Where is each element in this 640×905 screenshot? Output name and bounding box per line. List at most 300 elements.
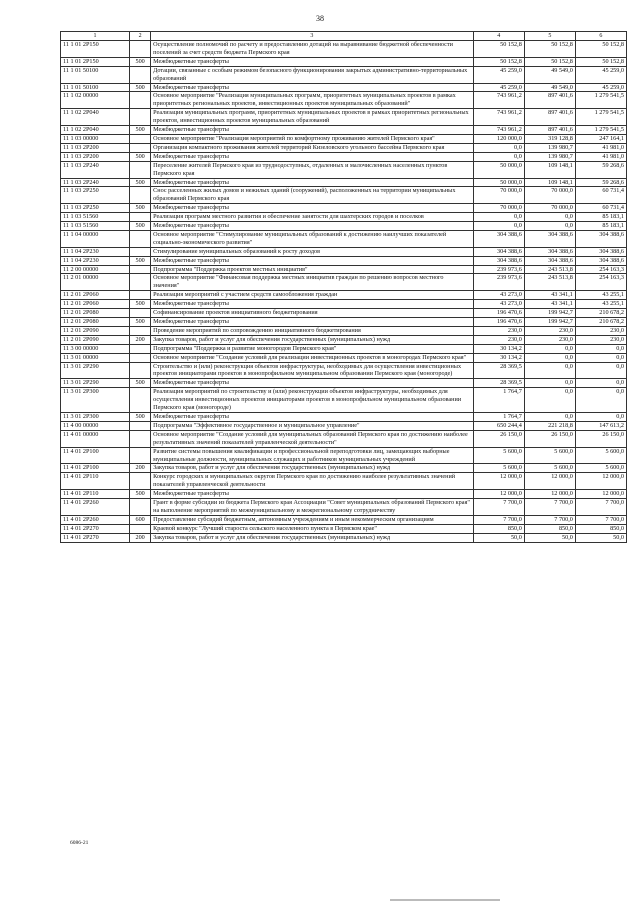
row-code: 11 1 03 2Р240 [61,161,130,178]
row-name: Межбюджетные трансферты [151,412,474,421]
row-value-2023: 897 401,6 [524,109,575,126]
row-vr [130,265,151,274]
table-row [61,524,627,533]
row-name: Реализация программ местного развития и обеспечение занятости для шахтерских городов и поселков [151,213,474,222]
row-value-2024: 85 183,1 [575,213,626,222]
row-code: 11 3 01 2Р300 [61,388,130,413]
page-number: 38 [316,14,324,23]
row-value-2024: 1 279 541,5 [575,109,626,126]
row-code: 11 4 01 2Р270 [61,524,130,533]
row-value-2024: 147 613,2 [575,421,626,430]
row-value-2024: 43 255,1 [575,291,626,300]
row-vr [130,109,151,126]
row-vr: 500 [130,490,151,499]
row-vr: 500 [130,300,151,309]
row-name: Стимулирование муниципальных образований к росту доходов [151,247,474,256]
row-name: Конкурс городских и муниципальных округов Пермского края по достижению наиболее результативных значений показателей управленческой деятельности [151,473,474,490]
table-row [61,92,627,109]
row-value-2023: 7 700,0 [524,515,575,524]
row-value-2023: 12 000,0 [524,490,575,499]
row-name: Проведение мероприятий по сопровождению инициативного бюджетирования [151,326,474,335]
row-vr: 500 [130,152,151,161]
row-value-2023: 304 388,6 [524,247,575,256]
row-value-2022: 12 000,0 [473,490,524,499]
table-row [61,291,627,300]
row-value-2022: 120 000,0 [473,134,524,143]
table-row [61,66,627,83]
table-row [61,309,627,318]
row-name: Межбюджетные трансферты [151,256,474,265]
row-name: Основное мероприятие "Финансовая поддержка местных инициатив граждан по решению вопросов местного значения" [151,274,474,291]
row-code: 11 3 01 00000 [61,353,130,362]
table-row [61,222,627,231]
table-row [61,379,627,388]
table-row [61,83,627,92]
row-value-2022: 0,0 [473,213,524,222]
row-value-2023: 5 600,0 [524,447,575,464]
row-value-2022: 743 961,2 [473,92,524,109]
row-value-2022: 1 764,7 [473,388,524,413]
row-name: Межбюджетные трансферты [151,222,474,231]
row-code: 11 1 03 2Р200 [61,143,130,152]
row-code: 11 3 01 2Р300 [61,412,130,421]
row-value-2024: 254 163,3 [575,274,626,291]
row-code: 11 2 01 2Р080 [61,309,130,318]
table-row [61,473,627,490]
table-row [61,388,627,413]
row-value-2022: 304 388,6 [473,256,524,265]
row-value-2023: 319 128,8 [524,134,575,143]
row-vr [130,134,151,143]
row-value-2022: 45 259,0 [473,66,524,83]
table-row [61,230,627,247]
row-name: Реализация муниципальных программ, приоритетных муниципальных проектов в рамках приоритетных региональных проектов, инвестиционных проектов муниципальных образований [151,109,474,126]
row-value-2024: 230,0 [575,335,626,344]
table-row [61,161,627,178]
row-value-2023: 850,0 [524,524,575,533]
table-row [61,265,627,274]
row-value-2022: 50 000,0 [473,178,524,187]
row-name: Закупка товаров, работ и услуг для обеспечения государственных (муниципальных) нужд [151,335,474,344]
row-code: 11 1 02 2Р040 [61,109,130,126]
row-value-2024: 0,0 [575,362,626,379]
row-name: Снос расселенных жилых домов и нежилых зданий (сооружений), расположенных на территории муниципальных образований Пермского края [151,187,474,204]
row-vr: 200 [130,335,151,344]
row-code: 11 4 01 2Р110 [61,490,130,499]
row-value-2023: 897 401,6 [524,126,575,135]
row-value-2024: 0,0 [575,344,626,353]
row-value-2023: 221 218,8 [524,421,575,430]
row-vr [130,362,151,379]
row-value-2023: 50 152,8 [524,41,575,58]
row-vr [130,92,151,109]
table-row [61,152,627,161]
row-code: 11 4 01 2Р100 [61,464,130,473]
row-value-2023: 26 150,0 [524,430,575,447]
row-value-2023: 109 148,1 [524,161,575,178]
row-code: 11 1 04 00000 [61,230,130,247]
row-name: Софинансирование проектов инициативного бюджетирования [151,309,474,318]
row-code: 11 1 02 2Р040 [61,126,130,135]
table-row [61,256,627,265]
row-value-2022: 43 273,0 [473,300,524,309]
header-col-6: 6 [575,32,626,41]
row-name: Основное мероприятие "Создание условий для муниципальных образований Пермского края по достижению наиболее результативных значений показателей управленческой деятельности" [151,430,474,447]
row-name: Дотации, связанные с особым режимом безопасного функционирования закрытых административно-территориальных образований [151,66,474,83]
table-body [61,41,627,543]
table-row [61,515,627,524]
row-value-2023: 70 000,0 [524,204,575,213]
row-value-2024: 7 700,0 [575,499,626,516]
table-row [61,353,627,362]
row-value-2024: 1 279 541,5 [575,92,626,109]
table-row [61,464,627,473]
row-code: 11 2 01 2Р060 [61,300,130,309]
table-row [61,143,627,152]
row-value-2024: 230,0 [575,326,626,335]
row-value-2022: 5 600,0 [473,464,524,473]
row-value-2022: 196 470,6 [473,309,524,318]
row-value-2022: 230,0 [473,335,524,344]
row-value-2024: 59 268,6 [575,178,626,187]
row-value-2024: 43 255,1 [575,300,626,309]
row-value-2022: 50 152,8 [473,57,524,66]
row-name: Реализация мероприятий с участием средств самообложения граждан [151,291,474,300]
row-value-2024: 254 163,3 [575,265,626,274]
table-row [61,412,627,421]
row-vr [130,291,151,300]
row-vr [130,447,151,464]
row-vr: 500 [130,256,151,265]
table-row [61,213,627,222]
row-vr: 500 [130,318,151,327]
row-code: 11 4 01 2Р270 [61,533,130,542]
table-row [61,247,627,256]
row-name: Межбюджетные трансферты [151,379,474,388]
row-value-2024: 50 152,8 [575,41,626,58]
row-name: Закупка товаров, работ и услуг для обеспечения государственных (муниципальных) нужд [151,533,474,542]
row-vr [130,247,151,256]
row-value-2024: 1 279 541,5 [575,126,626,135]
row-value-2024: 41 981,0 [575,143,626,152]
table-row [61,300,627,309]
row-vr [130,187,151,204]
row-code: 11 3 01 2Р290 [61,379,130,388]
row-value-2024: 7 700,0 [575,515,626,524]
row-name: Межбюджетные трансферты [151,178,474,187]
row-value-2022: 650 244,4 [473,421,524,430]
row-name: Осуществление полномочий по расчету и предоставлению дотаций на выравнивание бюджетной обеспеченности поселений за счет средств бюджета Пермского края [151,41,474,58]
row-value-2024: 304 388,6 [575,247,626,256]
row-value-2023: 199 942,7 [524,318,575,327]
row-value-2023: 43 341,1 [524,291,575,300]
row-code: 11 1 03 2Р250 [61,204,130,213]
row-code: 11 4 01 2Р260 [61,515,130,524]
row-vr [130,524,151,533]
row-value-2023: 49 549,0 [524,66,575,83]
row-code: 11 2 00 00000 [61,265,130,274]
row-value-2023: 230,0 [524,326,575,335]
budget-table [60,31,627,543]
row-vr: 500 [130,204,151,213]
row-name: Межбюджетные трансферты [151,204,474,213]
row-vr [130,309,151,318]
row-value-2023: 43 341,1 [524,300,575,309]
row-value-2024: 60 731,4 [575,187,626,204]
header-col-2: 2 [130,32,151,41]
table-row [61,499,627,516]
row-name: Основное мероприятие "Стимулирование муниципальных образований к достижению наилучших показателей социально-экономического развития" [151,230,474,247]
table-row [61,109,627,126]
row-value-2023: 897 401,6 [524,92,575,109]
row-name: Переселение жителей Пермского края из труднодоступных, отдаленных и малочисленных населенных пунктов Пермского края [151,161,474,178]
table-row [61,274,627,291]
row-value-2023: 70 000,0 [524,187,575,204]
row-code: 11 1 03 2Р250 [61,187,130,204]
row-code: 11 2 01 2Р080 [61,318,130,327]
row-value-2024: 26 150,0 [575,430,626,447]
row-value-2022: 70 000,0 [473,204,524,213]
row-name: Предоставление субсидий бюджетным, автономным учреждениям и иным некоммерческим организациям [151,515,474,524]
row-name: Строительство и (или) реконструкция объектов инфраструктуры, необходимых для осуществления инвестиционных проектов инициаторами проектов в монопрофильном муниципальном образовании Пермского края (моногороде) [151,362,474,379]
row-code: 11 1 04 2Р230 [61,247,130,256]
header-col-4: 4 [473,32,524,41]
header-col-5: 5 [524,32,575,41]
row-vr [130,161,151,178]
row-vr [130,213,151,222]
row-value-2022: 850,0 [473,524,524,533]
row-vr: 500 [130,126,151,135]
row-vr: 200 [130,533,151,542]
row-vr: 600 [130,515,151,524]
table-row [61,335,627,344]
table-row [61,447,627,464]
row-vr [130,499,151,516]
row-code: 11 2 01 2Р090 [61,335,130,344]
row-code: 11 4 00 00000 [61,421,130,430]
row-vr [130,66,151,83]
row-vr: 500 [130,178,151,187]
row-vr [130,473,151,490]
row-code: 11 3 01 2Р290 [61,362,130,379]
row-value-2024: 5 600,0 [575,464,626,473]
row-vr: 500 [130,412,151,421]
row-value-2024: 0,0 [575,412,626,421]
row-vr [130,430,151,447]
row-value-2022: 743 961,2 [473,109,524,126]
row-value-2023: 0,0 [524,388,575,413]
row-value-2023: 12 000,0 [524,473,575,490]
row-value-2022: 230,0 [473,326,524,335]
row-code: 11 1 04 2Р230 [61,256,130,265]
table-row [61,490,627,499]
row-value-2024: 59 268,6 [575,161,626,178]
row-value-2022: 28 369,5 [473,362,524,379]
row-vr: 500 [130,83,151,92]
table-row [61,421,627,430]
row-value-2023: 304 388,6 [524,256,575,265]
row-name: Основное мероприятие "Реализация муниципальных программ, приоритетных муниципальных проектов в рамках приоритетных региональных проектов, инвестиционных проектов муниципальных образований" [151,92,474,109]
row-vr [130,421,151,430]
row-value-2022: 70 000,0 [473,187,524,204]
row-name: Межбюджетные трансферты [151,318,474,327]
row-value-2024: 0,0 [575,379,626,388]
row-vr [130,326,151,335]
table-row [61,178,627,187]
row-value-2022: 43 273,0 [473,291,524,300]
row-value-2022: 0,0 [473,143,524,152]
table-row [61,126,627,135]
row-value-2022: 50,0 [473,533,524,542]
row-name: Организация компактного проживания жителей территорий Кизеловского угольного бассейна Пермского края [151,143,474,152]
row-value-2023: 5 600,0 [524,464,575,473]
row-value-2022: 196 470,6 [473,318,524,327]
header-col-1: 1 [61,32,130,41]
row-code: 11 1 03 00000 [61,134,130,143]
row-vr [130,143,151,152]
row-name: Межбюджетные трансферты [151,152,474,161]
row-value-2022: 28 369,5 [473,379,524,388]
row-vr [130,274,151,291]
row-code: 11 1 01 50100 [61,83,130,92]
table-row [61,187,627,204]
row-value-2024: 210 678,2 [575,309,626,318]
row-value-2024: 50 152,8 [575,57,626,66]
row-name: Основное мероприятие "Реализация мероприятий по комфортному проживанию жителей Пермского края" [151,134,474,143]
row-value-2023: 243 513,8 [524,274,575,291]
row-value-2024: 0,0 [575,388,626,413]
table-row [61,134,627,143]
row-code: 11 3 00 00000 [61,344,130,353]
table-row [61,57,627,66]
table-row [61,326,627,335]
footer-code: 6086-21 [70,840,89,846]
row-value-2022: 30 134,2 [473,353,524,362]
row-value-2024: 304 388,6 [575,256,626,265]
row-value-2023: 304 388,6 [524,230,575,247]
row-value-2024: 0,0 [575,353,626,362]
row-name: Подпрограмма "Эффективное государственное и муниципальное управление" [151,421,474,430]
table-row [61,430,627,447]
row-value-2023: 50 152,8 [524,57,575,66]
table-row [61,318,627,327]
row-vr: 500 [130,222,151,231]
row-code: 11 1 03 51560 [61,222,130,231]
row-name: Краевой конкурс "Лучший староста сельского населенного пункта в Пермском крае" [151,524,474,533]
row-value-2024: 850,0 [575,524,626,533]
row-vr [130,388,151,413]
row-value-2023: 0,0 [524,222,575,231]
row-value-2022: 5 600,0 [473,447,524,464]
row-vr [130,344,151,353]
row-value-2023: 139 980,7 [524,152,575,161]
row-value-2024: 247 164,1 [575,134,626,143]
header-col-3: 3 [151,32,474,41]
row-value-2023: 199 942,7 [524,309,575,318]
row-vr: 500 [130,57,151,66]
row-value-2022: 0,0 [473,152,524,161]
row-value-2022: 0,0 [473,222,524,231]
row-vr [130,41,151,58]
row-value-2023: 139 980,7 [524,143,575,152]
row-value-2024: 45 259,0 [575,83,626,92]
row-value-2024: 60 731,4 [575,204,626,213]
row-name: Подпрограмма "Поддержка и развитие моногородов Пермского края" [151,344,474,353]
row-vr: 500 [130,379,151,388]
row-value-2022: 50 000,0 [473,161,524,178]
row-value-2022: 26 150,0 [473,430,524,447]
row-value-2023: 230,0 [524,335,575,344]
row-value-2022: 30 134,2 [473,344,524,353]
row-value-2023: 0,0 [524,362,575,379]
row-code: 11 1 03 2Р200 [61,152,130,161]
row-value-2022: 45 259,0 [473,83,524,92]
row-name: Межбюджетные трансферты [151,490,474,499]
row-value-2024: 304 388,6 [575,230,626,247]
row-value-2022: 239 973,6 [473,265,524,274]
table-row [61,362,627,379]
row-name: Подпрограмма "Поддержка проектов местных инициатив" [151,265,474,274]
row-value-2022: 304 388,6 [473,230,524,247]
row-code: 11 1 03 2Р240 [61,178,130,187]
row-code: 11 4 01 2Р260 [61,499,130,516]
row-code: 11 1 03 51560 [61,213,130,222]
row-code: 11 4 01 2Р100 [61,447,130,464]
row-code: 11 1 01 50100 [61,66,130,83]
row-vr [130,353,151,362]
row-value-2022: 1 764,7 [473,412,524,421]
row-name: Межбюджетные трансферты [151,300,474,309]
row-name: Основное мероприятие "Создание условий для реализации инвестиционных проектов в моногородах Пермского края" [151,353,474,362]
row-value-2023: 0,0 [524,213,575,222]
row-name: Развитие системы повышения квалификации и профессиональной переподготовки лиц, замещающих выборные муниципальные должности, муниципальных служащих и работников муниципальных учреждений [151,447,474,464]
row-code: 11 4 01 00000 [61,430,130,447]
table-row [61,204,627,213]
row-code: 11 2 01 00000 [61,274,130,291]
table-row [61,41,627,58]
row-value-2022: 12 000,0 [473,473,524,490]
row-value-2023: 50,0 [524,533,575,542]
row-vr [130,230,151,247]
row-value-2024: 41 981,0 [575,152,626,161]
row-name: Межбюджетные трансферты [151,57,474,66]
row-value-2023: 0,0 [524,412,575,421]
row-vr: 200 [130,464,151,473]
table-row [61,344,627,353]
row-value-2023: 0,0 [524,379,575,388]
row-value-2023: 0,0 [524,353,575,362]
row-name: Реализация мероприятий по строительству и (или) реконструкции объектов инфраструктуры, необходимых для осуществления инвестиционных проектов инициаторами проектов в монопрофильном муниципальном образовании Пермского края (моногороде) [151,388,474,413]
row-value-2023: 109 148,1 [524,178,575,187]
row-value-2024: 210 678,2 [575,318,626,327]
row-value-2024: 50,0 [575,533,626,542]
table-header-row [61,32,627,41]
row-value-2024: 5 600,0 [575,447,626,464]
row-value-2022: 7 700,0 [473,499,524,516]
row-name: Грант в форме субсидии из бюджета Пермского края Ассоциации "Совет муниципальных образований Пермского края" на выполнение мероприятий по межмуниципальному и межрегиональному сотрудничеству [151,499,474,516]
row-value-2022: 239 973,6 [473,274,524,291]
row-value-2022: 304 388,6 [473,247,524,256]
row-value-2024: 85 183,1 [575,222,626,231]
row-value-2024: 12 000,0 [575,490,626,499]
row-name: Закупка товаров, работ и услуг для обеспечения государственных (муниципальных) нужд [151,464,474,473]
row-name: Межбюджетные трансферты [151,83,474,92]
row-value-2022: 743 961,2 [473,126,524,135]
row-value-2022: 7 700,0 [473,515,524,524]
row-value-2023: 49 549,0 [524,83,575,92]
row-code: 11 1 01 2Р150 [61,57,130,66]
row-code: 11 2 01 2Р060 [61,291,130,300]
